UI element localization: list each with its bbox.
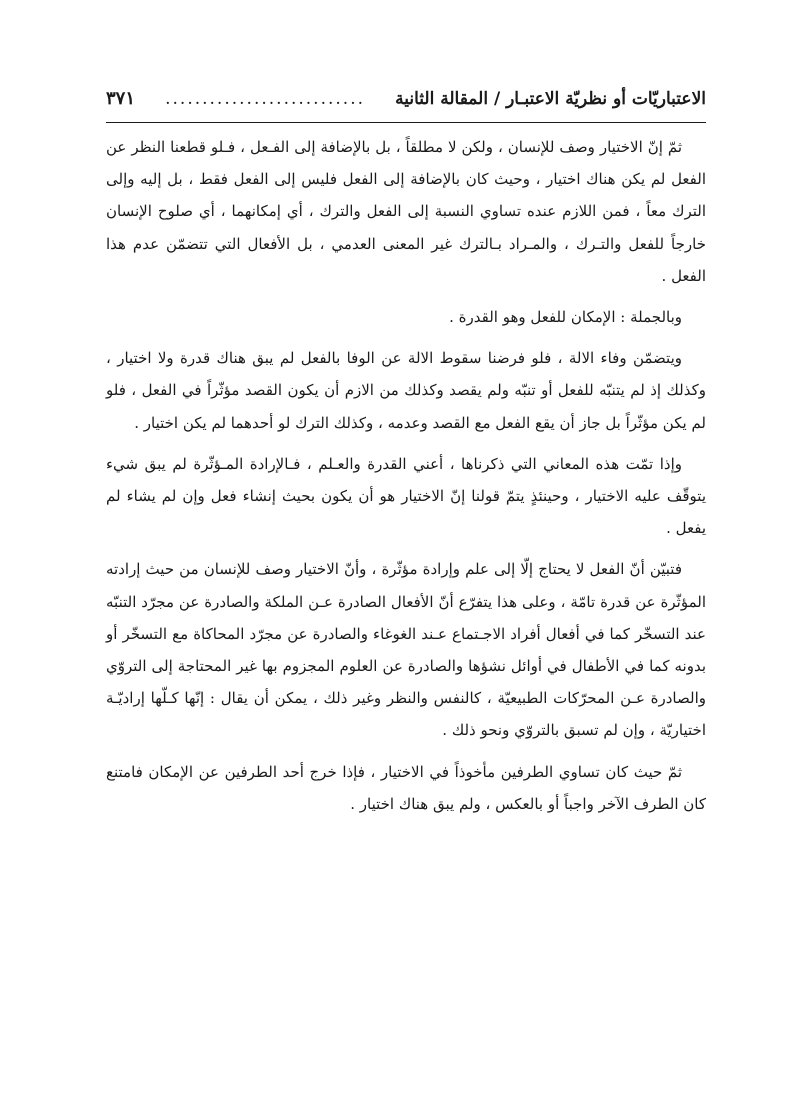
header-title: الاعتباريّات أو نظريّة الاعتبـار / المقالة الثانية: [395, 89, 706, 109]
header-rule: [106, 122, 706, 123]
paragraph-choice-definition: ثمّ إنّ الاختيار وصف للإنسان ، ولكن لا مطلقاً ، بل بالإضافة إلى الفـعل ، فـلو قطعنا النظر عن الفعل لم يكن هناك اختيار ، وحيث كان بالإضافة إلى الفعل فليس إلى الفعل فقط ، بل إليه وإلى الترك معاً ، فمن اللازم عنده تساوي النسبة إلى الفعل والترك ، أي إمكانهما ، أي صلوح الإنسان خارجاً للفعل والتـرك ، والمـراد بـالترك غير المعنى العدمي ، بل الأفعال التي تتضمّن عدم هذا الفعل .: [106, 138, 706, 285]
page-number: ٣٧١: [106, 88, 136, 109]
running-header: [106, 88, 706, 118]
paragraph-instrument: ويتضمّن وفاء الالة ، فلو فرضنا سقوط الالة عن الوفا بالفعل لم يبق هناك قدرة ولا اختيار ، وكذلك إذ لم يتنبّه للفعل أو تنبّه ولم يقصد وكذلك من الازم أن يكون القصد مؤثّراً في الفعل ، فلو لم يكن مؤثّراً بل جاز أن يقع الفعل مع القصد وعدمه ، وكذلك الترك لو أحدهما لم يكن اختيار .: [106, 349, 706, 432]
paragraph-conditions: وإذا تمّت هذه المعاني التي ذكرناها ، أعني القدرة والعـلم ، فـالإرادة المـؤثّرة لم يبق شيء يتوقّف عليه الاختيار ، وحينئذٍ يتمّ قولنا إنّ الاختيار هو أن يكون بحيث إنشاء فعل وإن لم يشاء لم يفعل .: [106, 454, 706, 538]
header-dot-leader: ...........................: [165, 89, 366, 109]
paragraph-voluntary-acts: فتبيّن أنّ الفعل لا يحتاج إلّا إلى علم وإرادة مؤثّرة ، وأنّ الاختيار وصف للإنسان من حيث إرادته المؤثّرة عن قدرة تامّة ، وعلى هذا يتفرّع أنّ الأفعال الصادرة عـن الملكة والصادرة عن مجرّد التنبّه عند التسخّر كما في أفعال أفراد الاجـتماع عـند الغوغاء والصادرة عن مجرّد المحاكاة مع التسخّر أو بدونه كما في الأطفال في أوائل نشؤها والصادرة عن العلوم المجزوم بها غير المحتاجة إلى التروّي والصادرة عـن المحرّكات الطبيعيّة ، كالنفس والنظر وغير ذلك ، يمكن أن يقال : إنّها كـلّها إراديّـة اختياريّة ، وإن لم تسبق بالتروّي ونحو ذلك .: [106, 560, 706, 740]
paragraph-equality-of-sides: ثمّ حيث كان تساوي الطرفين مأخوذاً في الاختيار ، فإذا خرج أحد الطرفين عن الإمكان فامتنع كان الطرف الآخر واجباً أو بالعكس ، ولم يبق هناك اختيار .: [106, 762, 706, 813]
paragraph-summary: وبالجملة : الإمكان للفعل وهو القدرة .: [449, 308, 682, 327]
body-text: [106, 131, 706, 829]
